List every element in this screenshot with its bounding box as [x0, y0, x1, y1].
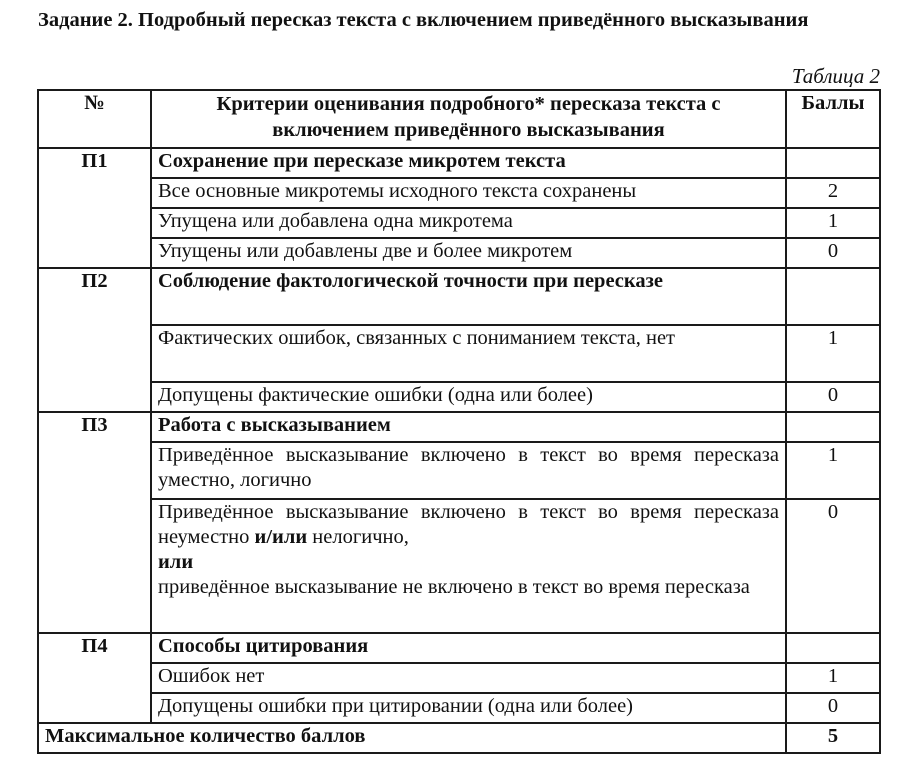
header-points: Баллы	[786, 90, 880, 148]
criterion-text-multi	[151, 499, 786, 633]
header-number: №	[38, 90, 151, 148]
group-title: Сохранение при пересказе микротем текста	[151, 148, 786, 178]
group-code: П1	[38, 148, 151, 178]
criterion-text-part1: Приведённое высказывание включено в текст во время пересказа неуместно и/или нелогично,	[158, 501, 779, 548]
criterion-text: Упущены или добавлены две и более микротем	[151, 238, 786, 268]
total-row	[38, 723, 880, 753]
criterion-points: 1	[786, 442, 880, 499]
table-row	[38, 499, 880, 633]
criterion-text: Ошибок нет	[151, 663, 786, 693]
table-row	[38, 178, 880, 208]
criterion-text: Фактических ошибок, связанных с пониманием текста, нет	[151, 325, 786, 382]
criterion-text-part3: приведённое высказывание не включено в текст во время пересказа	[158, 576, 750, 598]
group-row-p2	[38, 268, 880, 325]
criterion-text: Допущены ошибки при цитировании (одна или более)	[151, 693, 786, 723]
table-row	[38, 693, 880, 723]
criterion-points: 1	[786, 208, 880, 238]
group-title: Соблюдение фактологической точности при пересказе	[151, 268, 786, 325]
criterion-points: 1	[786, 663, 880, 693]
table-row	[38, 442, 880, 499]
table-row	[38, 382, 880, 412]
criteria-table	[37, 89, 881, 754]
task-number: Задание 2	[38, 9, 128, 31]
group-row-p3	[38, 412, 880, 442]
group-row-p4	[38, 633, 880, 663]
task-heading	[38, 8, 880, 33]
task-title: . Подробный пересказ текста с включением приведённого высказывания	[127, 9, 809, 31]
criterion-text: Допущены фактические ошибки (одна или более)	[151, 382, 786, 412]
criterion-points: 2	[786, 178, 880, 208]
group-points-empty	[786, 268, 880, 325]
group-code: П4	[38, 633, 151, 663]
table-row	[38, 325, 880, 382]
criterion-points: 0	[786, 238, 880, 268]
table-header-row	[38, 90, 880, 148]
criterion-text: Все основные микротемы исходного текста сохранены	[151, 178, 786, 208]
group-points-empty	[786, 633, 880, 663]
criterion-points: 1	[786, 325, 880, 382]
group-row-p1	[38, 148, 880, 178]
table-caption: Таблица 2	[791, 64, 880, 88]
group-code: П2	[38, 268, 151, 325]
group-title: Способы цитирования	[151, 633, 786, 663]
criterion-text: Приведённое высказывание включено в текст во время пересказа уместно, логично	[151, 442, 786, 499]
table-row	[38, 238, 880, 268]
group-points-empty	[786, 148, 880, 178]
table-row	[38, 663, 880, 693]
criterion-points: 0	[786, 382, 880, 412]
table-row	[38, 208, 880, 238]
total-points: 5	[786, 723, 880, 753]
group-points-empty	[786, 412, 880, 442]
criterion-points: 0	[786, 693, 880, 723]
group-title: Работа с высказыванием	[151, 412, 786, 442]
total-label: Максимальное количество баллов	[38, 723, 786, 753]
criterion-points: 0	[786, 499, 880, 633]
criterion-text: Упущена или добавлена одна микротема	[151, 208, 786, 238]
criterion-or: или	[158, 551, 194, 573]
criterion-emphasis: и/или	[254, 526, 308, 548]
header-criteria: Критерии оценивания подробного* пересказа текста с включением приведённого высказывания	[151, 90, 786, 148]
group-code: П3	[38, 412, 151, 442]
